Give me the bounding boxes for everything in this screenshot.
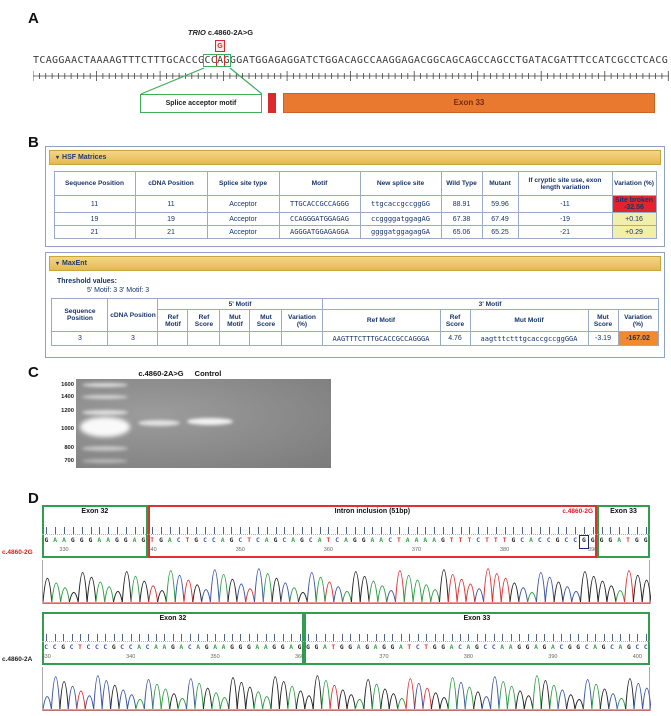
hsf-row-3: 21 21 Acceptor AGGGATGGAGAGGA ggggatggagagGA 65.06 65.25 -21 +0.29 xyxy=(54,226,656,239)
maxent-section xyxy=(45,252,665,358)
hsf-matrices-section xyxy=(45,146,665,247)
ladder-size-label: 1600 xyxy=(61,382,74,388)
sequence-before: TCAGGAACTAAAAGTTTCTTTGCACCG xyxy=(33,55,205,66)
lane-label-control: Control xyxy=(194,369,222,378)
chromatogram-wildtype xyxy=(42,612,650,712)
trace-area xyxy=(42,560,650,604)
segment-box: Exon 32 xyxy=(42,612,304,665)
variation-cell: -167.02 xyxy=(618,332,658,346)
hsf-table: Sequence Position cDNA Position Splice site type Motif New splice site Wild Type Mutant If cryptic site use, exon length variation Variation (%) 11 11 Acceptor TTGCACCGCCAGGG ttgcaccgccggGG 88.91 59.96 -11 Site broken -32.56 19 19 Acceptor CCAGGGATGGAGAG ccggggatggagAG 67.38 67.49 -19 +0.16 21 21 Acceptor AGGGATGGAGAGGA ggggatggagagGA 65.06 65.25 -21 +0.29 xyxy=(54,171,657,239)
chromatogram-mutant xyxy=(42,505,650,605)
mutation-name: c.4860-2A>G xyxy=(205,28,254,37)
threshold-values: 5' Motif: 3 3' Motif: 3 xyxy=(87,287,150,294)
gel-band xyxy=(80,417,130,437)
mutation-name-tag: c.4860-2G xyxy=(562,508,594,515)
trace-area xyxy=(42,667,650,711)
mutation-marker-bar xyxy=(268,93,276,113)
hsf-row-1: 11 11 Acceptor TTGCACCGCCAGGG ttgcaccgccggGG 88.91 59.96 -11 Site broken -32.56 xyxy=(54,196,656,213)
segment-box: Intron inclusion (51bp) c.4860-2G xyxy=(148,505,597,558)
ladder-size-label: 1000 xyxy=(61,426,74,432)
panel-a-label: A xyxy=(28,10,39,27)
sequence-after: GGATGGAGAGGATCTGGACAGCCAAGGAGACGGCAGCAGCCAGCCTGATACGATTTCCATCGCCTCACG xyxy=(229,55,669,66)
dna-sequence xyxy=(33,55,671,66)
hsf-matrices-header: ▾ HSF Matrices xyxy=(49,150,661,165)
gel-band xyxy=(82,459,128,463)
mutated-position: A xyxy=(217,55,224,66)
chromatogram-label-mutant: c.4860-2G xyxy=(2,549,33,556)
panel-c-label: C xyxy=(28,364,39,381)
mutation-annotation xyxy=(150,28,291,37)
gel-band xyxy=(82,446,128,451)
variation-site-broken-cell: Site broken -32.56 xyxy=(612,196,656,213)
gel-band xyxy=(187,418,233,425)
segment-box: Exon 32 xyxy=(42,505,148,558)
gel-image xyxy=(76,379,331,468)
gene-name: TRIO xyxy=(187,28,206,37)
base-call-row: G A A G G G A A G G A G T G A C T G C C A G C T C A G C A G C A T C A G G A A C T A A A A G T T T C T T T G C A C C G C C G G G G A T G G 330 340 350 360 370 380 390 xyxy=(42,525,650,558)
panel-d-label: D xyxy=(28,490,39,507)
gel-band xyxy=(82,395,128,399)
hsf-row-2: 19 19 Acceptor CCAGGGATGGAGAG ccggggatggagAG 67.38 67.49 -19 +0.16 xyxy=(54,213,656,226)
chromatogram-label-wildtype: c.4860-2A xyxy=(2,656,33,663)
collapse-arrow-icon: ▾ xyxy=(56,155,60,161)
threshold-title: Threshold values: xyxy=(57,278,117,285)
ladder-size-label: 800 xyxy=(64,445,74,451)
gel-band xyxy=(82,383,128,387)
splice-acceptor-motif-label: Splice acceptor motif xyxy=(140,94,262,113)
splice-acceptor-motif-highlight: CCAG xyxy=(204,55,230,66)
ladder-size-label: 1200 xyxy=(61,408,74,414)
gel-band xyxy=(82,410,128,415)
ladder-size-label: 700 xyxy=(64,458,74,464)
collapse-arrow-icon: ▾ xyxy=(56,261,60,267)
exon-33-bar: Exon 33 xyxy=(283,93,655,113)
maxent-header: ▾ MaxEnt xyxy=(49,256,661,271)
base-call-row: C C G C T C C C G C C A C A A G A C A G A A G G G A A G G A G G G A T G G A G A G G A T C T G G A C A G C C A A G G A G A C G G C A G C A G C C 330 340 350 360 370 380 390 400 xyxy=(42,632,650,665)
mutant-base-highlight xyxy=(579,535,590,549)
maxent-table: Sequence Position cDNA Position 5' Motif 3' Motif Ref Motif Ref Score Mut Motif Mut Score Variation (%) Ref Motif Ref Score Mut Motif Mut Score Variation (%) 3 3 AAGTTTCTTTGCACCGCCAGGGA 4.76 aagtttctttgcaccgccggGGA -3.19 -167.02 xyxy=(51,298,658,346)
ladder-size-label: 1400 xyxy=(61,394,74,400)
segment-box: Exon 33 xyxy=(304,612,650,665)
gel-band xyxy=(138,420,180,426)
lane-label-mutant: c.4860-2A>G xyxy=(138,369,184,378)
maxent-row: 3 3 AAGTTTCTTTGCACCGCCAGGGA 4.76 aagtttctttgcaccgccggGGA -3.19 -167.02 xyxy=(52,332,658,346)
segment-box: Exon 33 xyxy=(597,505,650,558)
panel-b-label: B xyxy=(28,134,39,151)
sequence-ruler xyxy=(33,70,669,83)
mutant-base-box: G xyxy=(215,40,225,52)
leader-lines xyxy=(130,66,270,96)
